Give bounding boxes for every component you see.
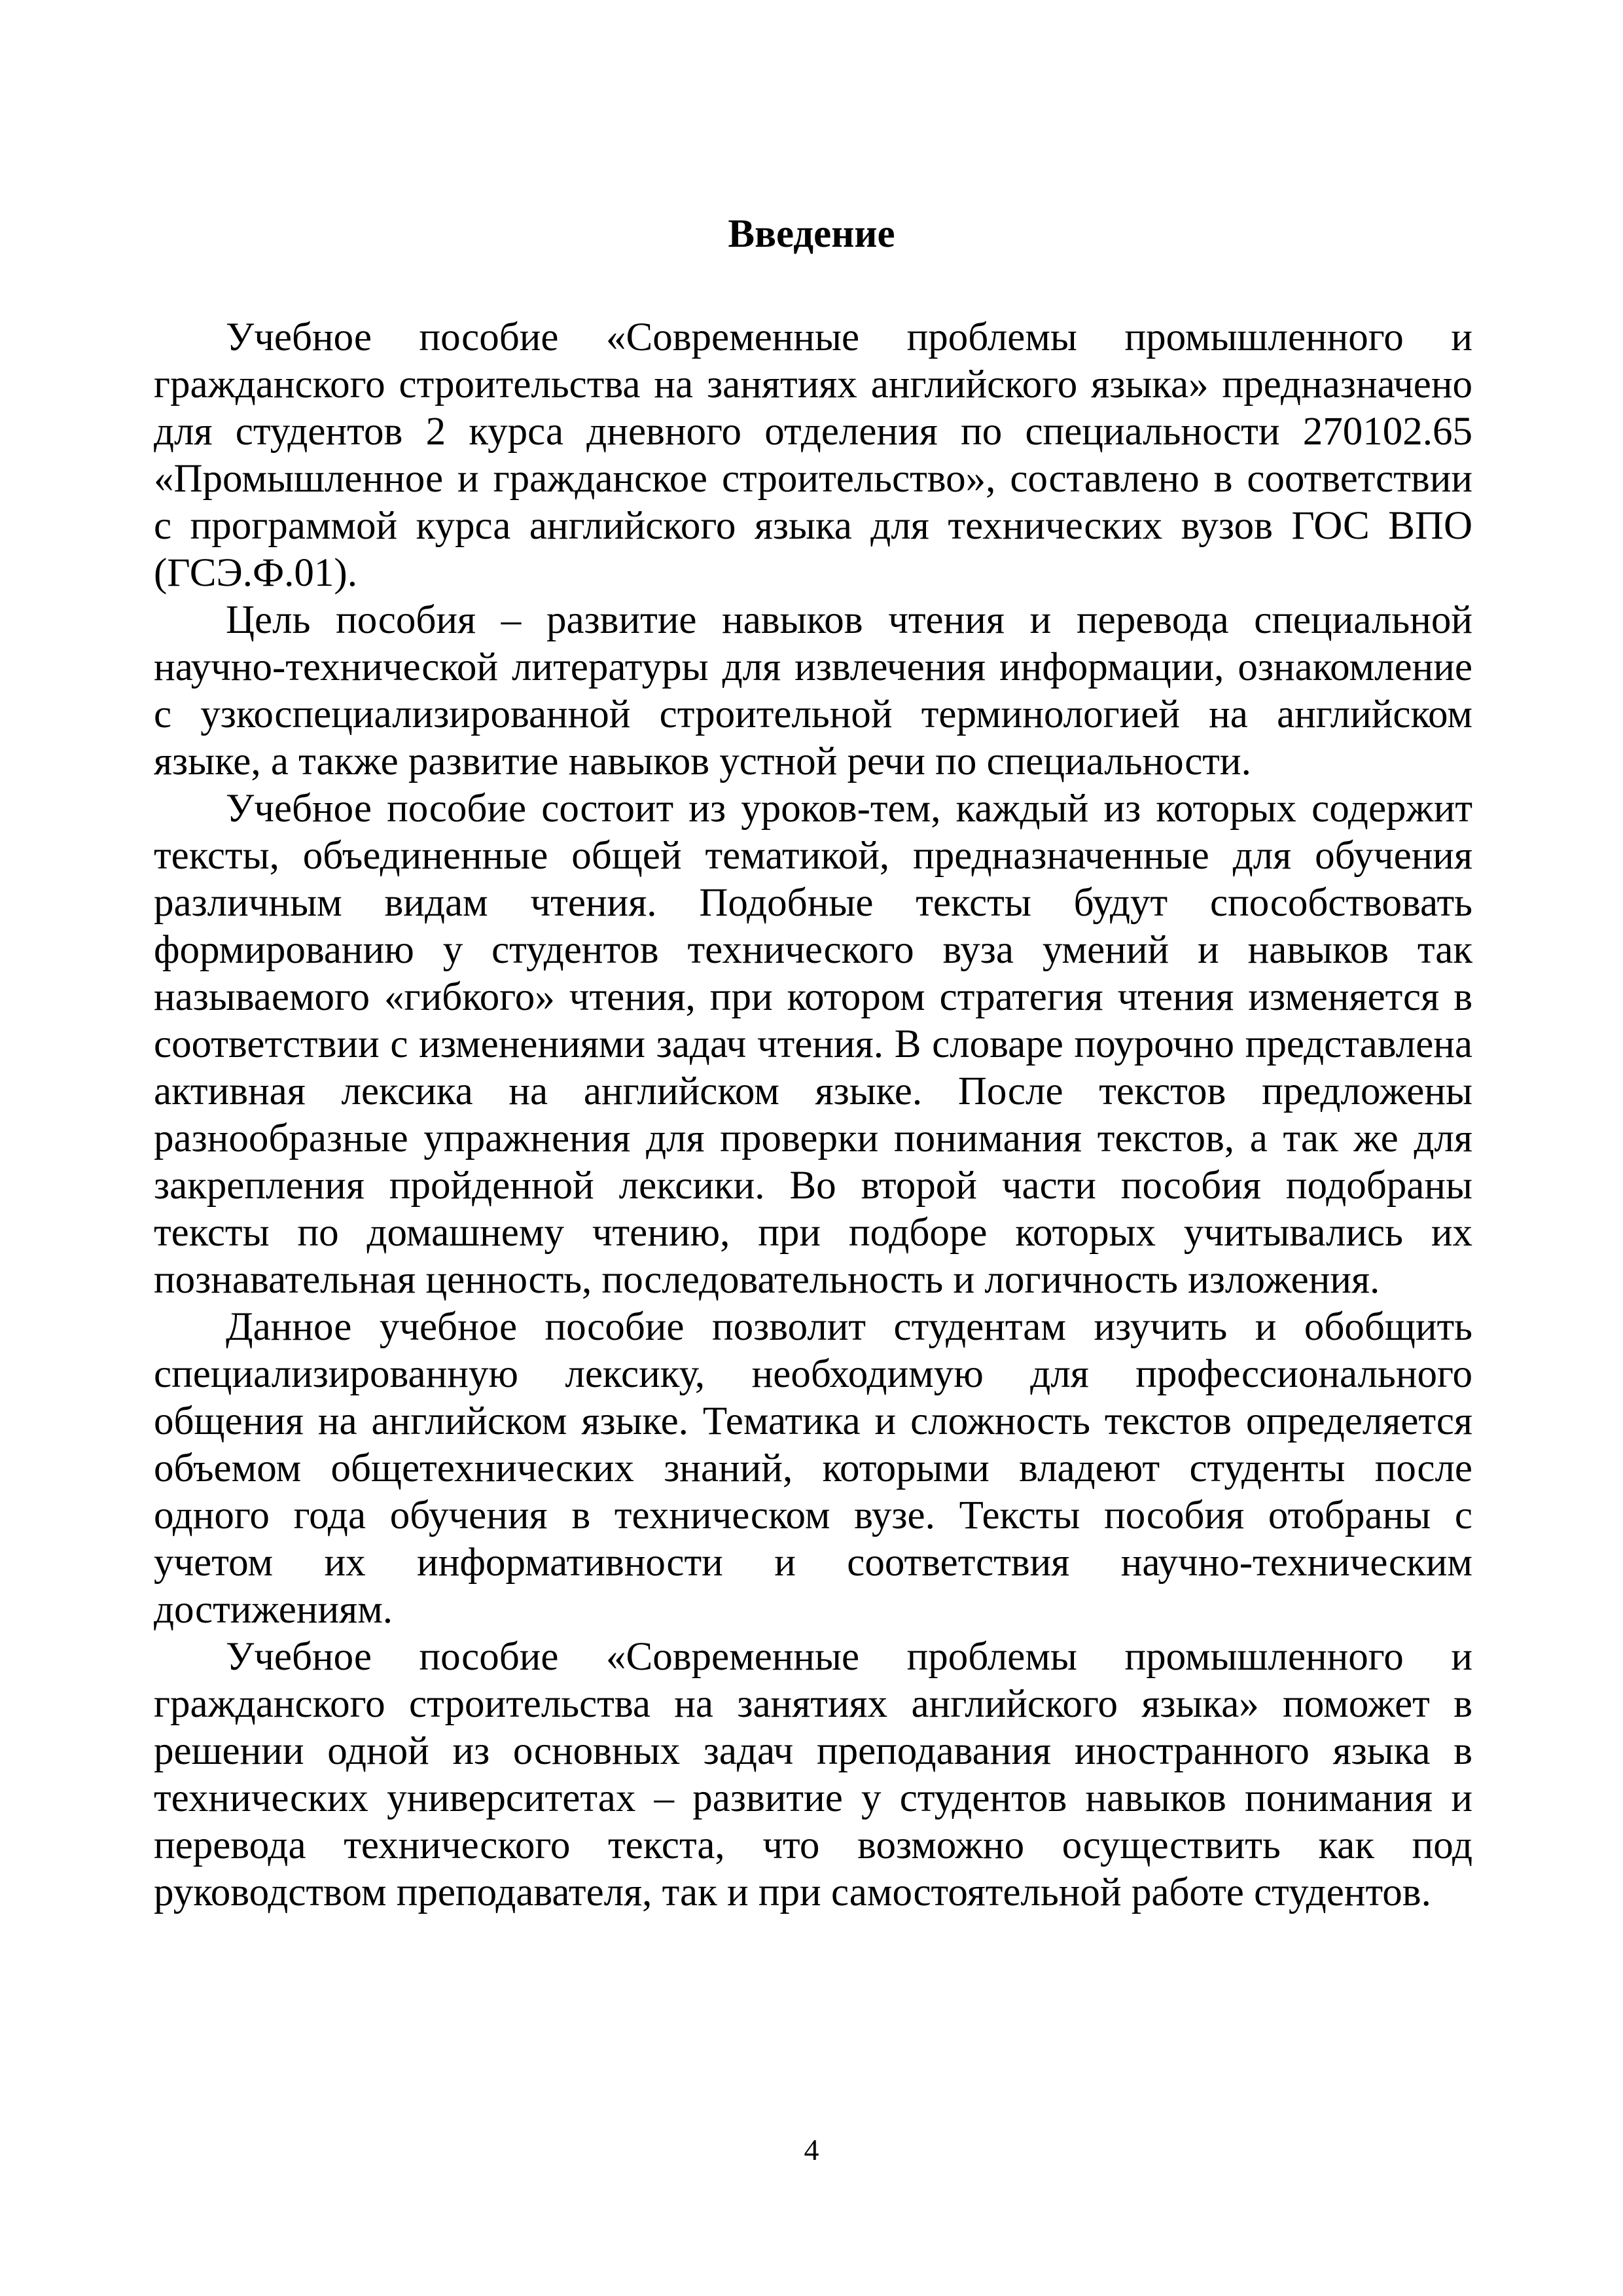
page-number: 4	[804, 2133, 819, 2166]
paragraph-goal: Цель пособия – развитие навыков чтения и перевода специальной научно-технической литературы для извлечения информации, ознакомление с узкоспециализированной строительной терминологией на английском языке, а также развитие навыков устной речи по специальности.	[154, 598, 1472, 783]
page-title: Введение	[728, 212, 895, 256]
body-text	[154, 314, 1472, 1916]
paragraph-conclusion: Учебное пособие «Современные проблемы промышленного и гражданского строительства на занятиях английского языка» поможет в решении одной из основных задач преподавания иностранного языка в технических университетах – развитие у студентов навыков понимания и перевода технического текста, что возможно осуществить как под руководством преподавателя, так и при самостоятельной работе студентов.	[154, 1635, 1472, 1914]
paragraph-purpose: Учебное пособие «Современные проблемы промышленного и гражданского строительства на занятиях английского языка» предназначено для студентов 2 курса дневного отделения по специальности 270102.65 «Промышленное и гражданское строительство», составлено в соответствии с программой курса английского языка для технических вузов ГОС ВПО (ГСЭ.Ф.01).	[154, 315, 1472, 595]
paragraph-structure: Учебное пособие состоит из уроков-тем, каждый из которых содержит тексты, объединенные общей тематикой, предназначенные для обучения различным видам чтения. Подобные тексты будут способствовать формированию у студентов технического вуза умений и навыков так называемого «гибкого» чтения, при котором стратегия чтения изменяется в соответствии с изменениями задач чтения. В словаре поурочно представлена активная лексика на английском языке. После текстов предложены разнообразные упражнения для проверки понимания текстов, а так же для закрепления пройденной лексики. Во второй части пособия подобраны тексты по домашнему чтению, при подборе которых учитывались их познавательная ценность, последовательность и логичность изложения.	[154, 787, 1472, 1302]
paragraph-vocabulary: Данное учебное пособие позволит студентам изучить и обобщить специализированную лексику, необходимую для профессионального общения на английском языке. Тематика и сложность текстов определяется объемом общетехнических знаний, которыми владеют студенты после одного года обучения в техническом вузе. Тексты пособия отобраны с учетом их информативности и соответствия научно-техническим достижениям.	[154, 1305, 1472, 1632]
